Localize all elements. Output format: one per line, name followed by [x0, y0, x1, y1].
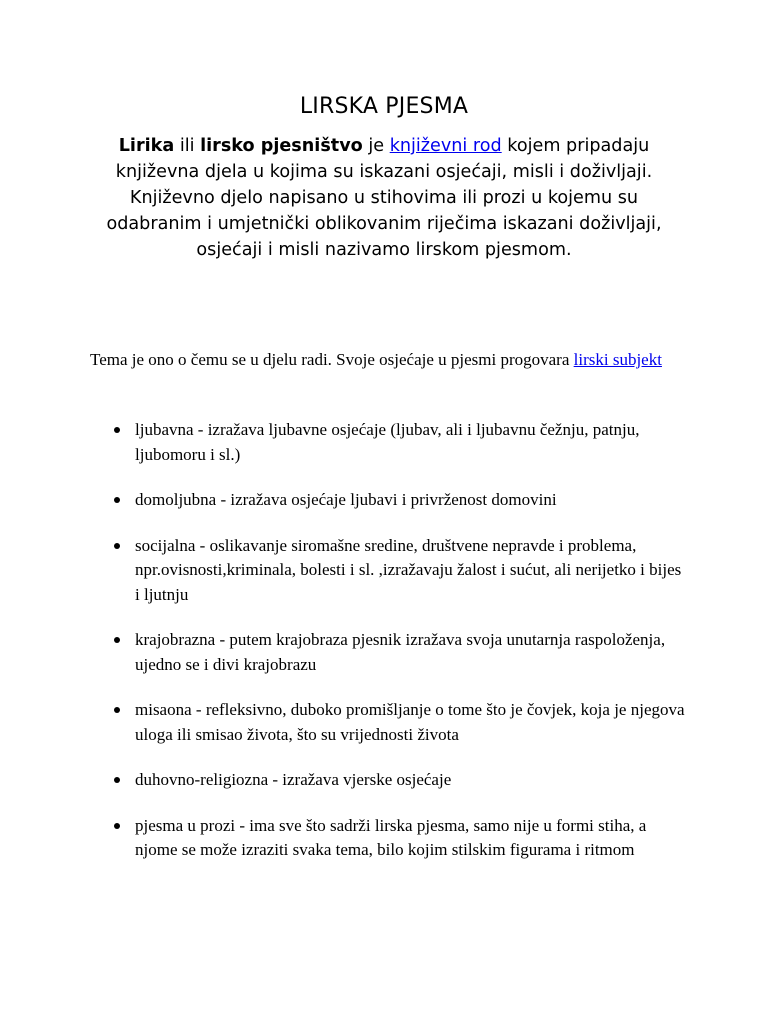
intro-rest: kojem pripadaju književna djela u kojima su iskazani osjećaji, misli i doživljaji. Književno djelo napisano u stihovima ili prozi u kojemu su odabranim i umjetnički oblikovanim riječima iskazani doživljaji, osjećaji i misli nazivamo lirskom pjesmom.: [106, 136, 662, 260]
intro-paragraph: [100, 133, 668, 263]
bullet-icon: [114, 707, 120, 713]
bullet-icon: [114, 543, 120, 549]
list-item: [90, 768, 690, 793]
list-item: [90, 628, 690, 677]
bullet-icon: [114, 427, 120, 433]
list-item: [90, 814, 690, 863]
list-item: [90, 698, 690, 747]
theme-paragraph: [90, 348, 690, 372]
list-item: [90, 488, 690, 513]
list-item: [90, 418, 690, 467]
term-lirsko-pjesnistvo: lirsko pjesništvo: [200, 136, 363, 156]
list-item: [90, 534, 690, 608]
bullet-icon: [114, 777, 120, 783]
bullet-icon: [114, 497, 120, 503]
link-knjizevni-rod[interactable]: književni rod: [389, 136, 502, 156]
intro-verb: je: [362, 136, 390, 156]
list-item-text: misaona - refleksivno, duboko promišljanje o tome što je čovjek, koja je njegova uloga ili smisao života, što su vrijednosti života: [135, 700, 685, 744]
page-title: LIRSKA PJESMA: [299, 94, 469, 119]
intro-conj: ili: [174, 136, 201, 156]
term-lirika: Lirika: [118, 136, 175, 156]
list-item-text: domoljubna - izražava osjećaje ljubavi i privrženost domovini: [135, 490, 557, 509]
list-item-text: pjesma u prozi - ima sve što sadrži lirska pjesma, samo nije u formi stiha, a njome se može izraziti svaka tema, bilo kojim stilskim figurama i ritmom: [135, 815, 647, 859]
list-item-text: socijalna - oslikavanje siromašne sredine, društvene nepravde i problema, npr.ovisnosti,kriminala, bolesti i sl. ,izražavaju žalost i sućut, ali nerijetko i bijes i ljutnju: [135, 535, 682, 604]
list-item-text: duhovno-religiozna - izražava vjerske osjećaje: [135, 770, 452, 789]
list-item-text: ljubavna - izražava ljubavne osjećaje (ljubav, ali i ljubavnu čežnju, patnju, ljubomoru i sl.): [135, 420, 640, 464]
link-lirski-subjekt[interactable]: lirski subjekt: [573, 350, 662, 369]
bullet-icon: [114, 823, 120, 829]
bullet-icon: [114, 637, 120, 643]
theme-text: Tema je ono o čemu se u djelu radi. Svoje osjećaje u pjesmi progovara: [90, 350, 574, 369]
list-item-text: krajobrazna - putem krajobraza pjesnik izražava svoja unutarnja raspoloženja, ujedno se i divi krajobrazu: [135, 630, 666, 674]
poem-types-list: [90, 418, 690, 884]
